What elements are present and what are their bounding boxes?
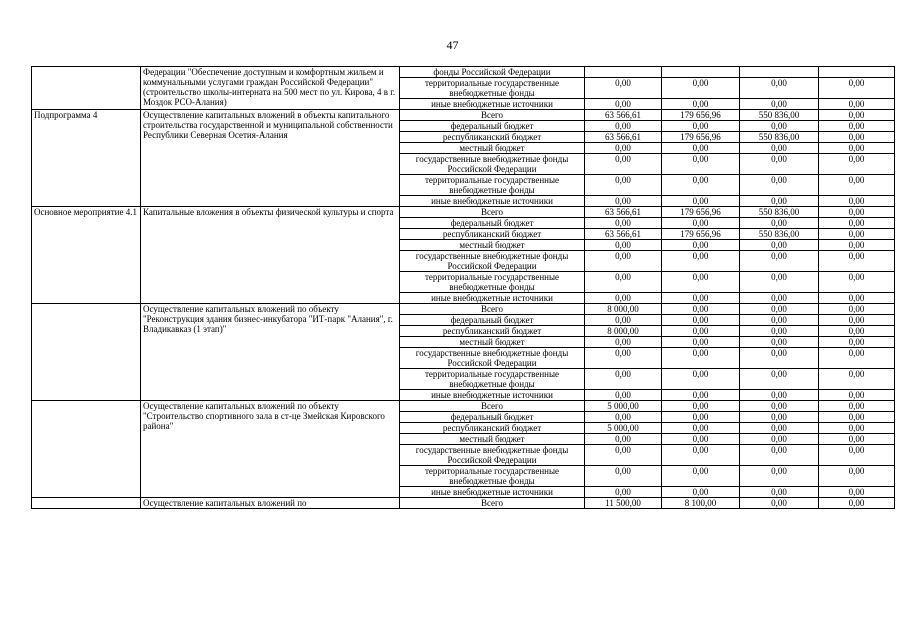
amount-cell xyxy=(585,67,662,78)
amount-cell: 0,00 xyxy=(819,218,895,229)
amount-cell: 0,00 xyxy=(740,445,819,466)
row-name-cell: Осуществление капитальных вложений по xyxy=(141,498,400,509)
amount-cell: 0,00 xyxy=(819,143,895,154)
funding-source-cell: Всего xyxy=(400,110,585,121)
amount-cell: 0,00 xyxy=(819,304,895,315)
amount-cell: 550 836,00 xyxy=(740,229,819,240)
table-row xyxy=(32,304,895,315)
amount-cell: 0,00 xyxy=(585,175,662,196)
row-name-cell: Капитальные вложения в объекты физической культуры и спорта xyxy=(141,207,400,304)
amount-cell: 0,00 xyxy=(819,99,895,110)
amount-cell: 0,00 xyxy=(740,487,819,498)
amount-cell: 0,00 xyxy=(740,218,819,229)
funding-source-cell: государственные внебюджетные фонды Российской Федерации xyxy=(400,445,585,466)
amount-cell: 0,00 xyxy=(819,412,895,423)
amount-cell: 0,00 xyxy=(585,272,662,293)
amount-cell: 0,00 xyxy=(740,251,819,272)
funding-source-cell: территориальные государственные внебюджетные фонды xyxy=(400,466,585,487)
row-code-cell: Основное мероприятие 4.1 xyxy=(32,207,141,304)
amount-cell: 0,00 xyxy=(585,390,662,401)
amount-cell xyxy=(819,67,895,78)
funding-source-cell: территориальные государственные внебюджетные фонды xyxy=(400,78,585,99)
amount-cell: 550 836,00 xyxy=(740,132,819,143)
amount-cell: 0,00 xyxy=(819,401,895,412)
amount-cell: 0,00 xyxy=(585,143,662,154)
amount-cell: 0,00 xyxy=(819,272,895,293)
amount-cell: 0,00 xyxy=(585,434,662,445)
amount-cell: 0,00 xyxy=(740,348,819,369)
amount-cell: 0,00 xyxy=(819,466,895,487)
funding-source-cell: местный бюджет xyxy=(400,434,585,445)
amount-cell: 0,00 xyxy=(740,196,819,207)
amount-cell: 0,00 xyxy=(740,293,819,304)
amount-cell: 0,00 xyxy=(819,110,895,121)
funding-source-cell: республиканский бюджет xyxy=(400,326,585,337)
amount-cell: 0,00 xyxy=(819,423,895,434)
amount-cell: 0,00 xyxy=(740,175,819,196)
amount-cell: 0,00 xyxy=(819,251,895,272)
amount-cell: 0,00 xyxy=(662,434,740,445)
funding-source-cell: федеральный бюджет xyxy=(400,121,585,132)
funding-source-cell: территориальные государственные внебюджетные фонды xyxy=(400,369,585,390)
row-name-cell: Федерации "Обеспечение доступным и комфортным жильем и коммунальными услугами граждан Российской Федерации" (строительство школы-интерната на 500 мест по ул. Кирова, 4 в г. Моздок РСО-Алания) xyxy=(141,67,400,110)
amount-cell: 0,00 xyxy=(662,315,740,326)
amount-cell: 0,00 xyxy=(662,78,740,99)
row-name-cell: Осуществление капитальных вложений по объекту "Реконструкция здания бизнес-инкубатора "ИТ-парк "Алания", г. Владикавказ (1 этап)" xyxy=(141,304,400,401)
amount-cell: 8 000,00 xyxy=(585,326,662,337)
amount-cell: 0,00 xyxy=(662,99,740,110)
funding-source-cell: республиканский бюджет xyxy=(400,423,585,434)
row-code-cell xyxy=(32,401,141,498)
page-number: 47 xyxy=(446,38,459,52)
amount-cell: 0,00 xyxy=(819,487,895,498)
funding-source-cell: республиканский бюджет xyxy=(400,229,585,240)
funding-source-cell: территориальные государственные внебюджетные фонды xyxy=(400,272,585,293)
funding-source-cell: иные внебюджетные источники xyxy=(400,293,585,304)
amount-cell: 0,00 xyxy=(819,207,895,218)
amount-cell: 0,00 xyxy=(662,240,740,251)
funding-source-cell: Всего xyxy=(400,207,585,218)
amount-cell: 0,00 xyxy=(585,78,662,99)
amount-cell: 0,00 xyxy=(662,175,740,196)
amount-cell: 0,00 xyxy=(740,337,819,348)
table-row xyxy=(32,401,895,412)
amount-cell: 0,00 xyxy=(662,369,740,390)
amount-cell: 0,00 xyxy=(740,240,819,251)
amount-cell: 0,00 xyxy=(585,196,662,207)
amount-cell: 0,00 xyxy=(662,154,740,175)
amount-cell: 0,00 xyxy=(585,251,662,272)
amount-cell: 0,00 xyxy=(662,304,740,315)
funding-source-cell: иные внебюджетные источники xyxy=(400,196,585,207)
amount-cell: 63 566,61 xyxy=(585,229,662,240)
amount-cell: 0,00 xyxy=(819,78,895,99)
amount-cell: 0,00 xyxy=(585,218,662,229)
amount-cell: 0,00 xyxy=(819,229,895,240)
amount-cell: 179 656,96 xyxy=(662,132,740,143)
amount-cell: 0,00 xyxy=(740,434,819,445)
amount-cell: 0,00 xyxy=(662,466,740,487)
amount-cell: 0,00 xyxy=(819,390,895,401)
funding-source-cell: иные внебюджетные источники xyxy=(400,99,585,110)
funding-source-cell: Всего xyxy=(400,304,585,315)
funding-source-cell: федеральный бюджет xyxy=(400,412,585,423)
amount-cell: 0,00 xyxy=(740,369,819,390)
amount-cell: 0,00 xyxy=(819,348,895,369)
amount-cell: 0,00 xyxy=(585,337,662,348)
amount-cell: 0,00 xyxy=(662,412,740,423)
amount-cell: 0,00 xyxy=(819,498,895,509)
amount-cell: 0,00 xyxy=(740,99,819,110)
amount-cell: 0,00 xyxy=(819,175,895,196)
amount-cell: 0,00 xyxy=(819,240,895,251)
amount-cell: 0,00 xyxy=(662,218,740,229)
amount-cell: 0,00 xyxy=(740,412,819,423)
amount-cell: 0,00 xyxy=(740,121,819,132)
amount-cell: 0,00 xyxy=(585,487,662,498)
amount-cell: 0,00 xyxy=(819,154,895,175)
amount-cell: 0,00 xyxy=(662,326,740,337)
funding-source-cell: местный бюджет xyxy=(400,143,585,154)
amount-cell: 0,00 xyxy=(585,466,662,487)
amount-cell: 550 836,00 xyxy=(740,207,819,218)
funding-source-cell: государственные внебюджетные фонды Российской Федерации xyxy=(400,251,585,272)
amount-cell: 0,00 xyxy=(662,487,740,498)
amount-cell: 0,00 xyxy=(740,466,819,487)
amount-cell: 0,00 xyxy=(662,251,740,272)
amount-cell: 550 836,00 xyxy=(740,110,819,121)
funding-source-cell: государственные внебюджетные фонды Российской Федерации xyxy=(400,154,585,175)
budget-table xyxy=(31,66,895,509)
amount-cell: 8 000,00 xyxy=(585,304,662,315)
row-name-cell: Осуществление капитальных вложений в объекты капитального строительства государственной и муниципальной собственности Республики Северная Осетия-Алания xyxy=(141,110,400,207)
amount-cell: 8 100,00 xyxy=(662,498,740,509)
amount-cell: 0,00 xyxy=(740,390,819,401)
amount-cell: 0,00 xyxy=(819,445,895,466)
amount-cell: 0,00 xyxy=(585,315,662,326)
amount-cell: 0,00 xyxy=(819,369,895,390)
amount-cell: 0,00 xyxy=(662,401,740,412)
funding-source-cell: иные внебюджетные источники xyxy=(400,487,585,498)
amount-cell: 0,00 xyxy=(819,434,895,445)
table-row xyxy=(32,67,895,78)
funding-source-cell: местный бюджет xyxy=(400,337,585,348)
row-code-cell xyxy=(32,67,141,110)
amount-cell: 0,00 xyxy=(585,121,662,132)
amount-cell: 0,00 xyxy=(819,326,895,337)
amount-cell: 0,00 xyxy=(585,445,662,466)
amount-cell: 0,00 xyxy=(740,401,819,412)
amount-cell: 5 000,00 xyxy=(585,423,662,434)
amount-cell: 0,00 xyxy=(662,348,740,369)
funding-source-cell: государственные внебюджетные фонды Российской Федерации xyxy=(400,348,585,369)
amount-cell: 179 656,96 xyxy=(662,110,740,121)
amount-cell: 0,00 xyxy=(662,121,740,132)
amount-cell: 0,00 xyxy=(740,315,819,326)
amount-cell: 0,00 xyxy=(585,412,662,423)
funding-source-cell: федеральный бюджет xyxy=(400,218,585,229)
amount-cell: 11 500,00 xyxy=(585,498,662,509)
amount-cell: 63 566,61 xyxy=(585,110,662,121)
amount-cell: 0,00 xyxy=(740,154,819,175)
amount-cell: 0,00 xyxy=(585,240,662,251)
amount-cell: 0,00 xyxy=(585,99,662,110)
amount-cell: 0,00 xyxy=(662,293,740,304)
table-row xyxy=(32,207,895,218)
funding-source-cell: фонды Российской Федерации xyxy=(400,67,585,78)
amount-cell: 0,00 xyxy=(585,348,662,369)
amount-cell: 0,00 xyxy=(740,78,819,99)
row-code-cell: Подпрограмма 4 xyxy=(32,110,141,207)
table-row xyxy=(32,110,895,121)
funding-source-cell: Всего xyxy=(400,401,585,412)
row-code-cell xyxy=(32,304,141,401)
amount-cell: 0,00 xyxy=(662,445,740,466)
amount-cell: 0,00 xyxy=(819,196,895,207)
amount-cell: 0,00 xyxy=(819,337,895,348)
table-row xyxy=(32,498,895,509)
amount-cell: 63 566,61 xyxy=(585,207,662,218)
amount-cell: 0,00 xyxy=(819,121,895,132)
amount-cell: 0,00 xyxy=(740,272,819,293)
amount-cell: 0,00 xyxy=(740,304,819,315)
funding-source-cell: местный бюджет xyxy=(400,240,585,251)
funding-source-cell: Всего xyxy=(400,498,585,509)
amount-cell: 0,00 xyxy=(819,132,895,143)
amount-cell: 0,00 xyxy=(662,390,740,401)
budget-table-body xyxy=(32,67,895,509)
amount-cell: 0,00 xyxy=(740,143,819,154)
amount-cell: 0,00 xyxy=(740,423,819,434)
amount-cell: 0,00 xyxy=(662,196,740,207)
row-code-cell xyxy=(32,498,141,509)
funding-source-cell: территориальные государственные внебюджетные фонды xyxy=(400,175,585,196)
funding-source-cell: республиканский бюджет xyxy=(400,132,585,143)
amount-cell: 0,00 xyxy=(662,337,740,348)
funding-source-cell: федеральный бюджет xyxy=(400,315,585,326)
amount-cell: 0,00 xyxy=(662,272,740,293)
amount-cell: 0,00 xyxy=(662,423,740,434)
funding-source-cell: иные внебюджетные источники xyxy=(400,390,585,401)
amount-cell: 0,00 xyxy=(585,293,662,304)
amount-cell xyxy=(740,67,819,78)
amount-cell: 5 000,00 xyxy=(585,401,662,412)
amount-cell: 0,00 xyxy=(585,154,662,175)
amount-cell: 0,00 xyxy=(662,143,740,154)
amount-cell: 0,00 xyxy=(585,369,662,390)
amount-cell xyxy=(662,67,740,78)
amount-cell: 179 656,96 xyxy=(662,207,740,218)
amount-cell: 0,00 xyxy=(819,293,895,304)
row-name-cell: Осуществление капитальных вложений по объекту "Строительство спортивного зала в ст-це Змейская Кировского района" xyxy=(141,401,400,498)
amount-cell: 179 656,96 xyxy=(662,229,740,240)
amount-cell: 63 566,61 xyxy=(585,132,662,143)
amount-cell: 0,00 xyxy=(819,315,895,326)
amount-cell: 0,00 xyxy=(740,326,819,337)
amount-cell: 0,00 xyxy=(740,498,819,509)
